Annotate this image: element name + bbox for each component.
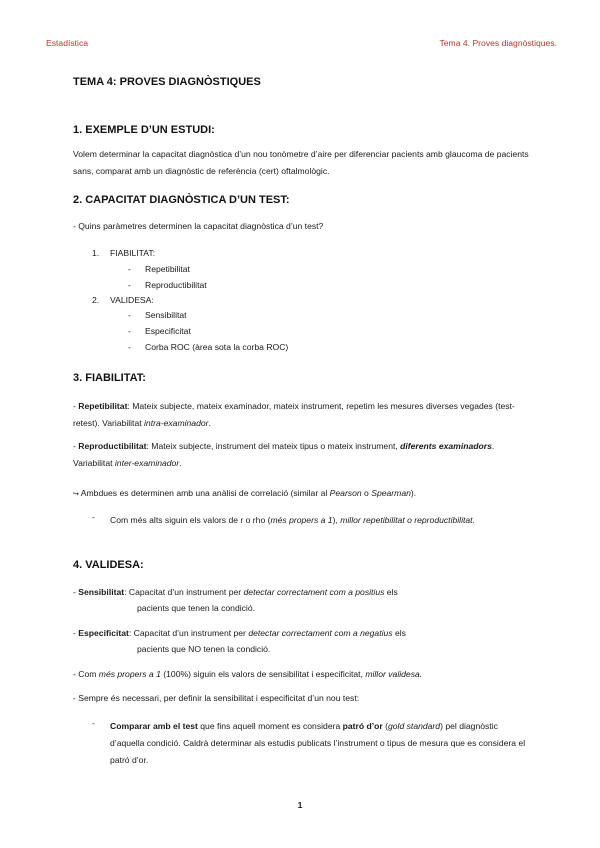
repetibilitat-paragraph: - Repetibilitat: Mateix subjecte, mateix examinador, mateix instrument, repetim les mesures diverses vegades (test-retest). Variabilitat intra-examinador. [73,401,515,428]
list-dash: - [128,264,131,274]
page-title: TEMA 4: PROVES DIAGNÒSTIQUES [73,76,261,88]
section-2-heading: 2. CAPACITAT DIAGNÒSTICA D’UN TEST: [73,194,290,206]
correlation-note: ↪ Ambdues es determinen amb una anàlisi de correlació (similar al Pearson o Spearman). [73,488,417,498]
especificitat-paragraph: - Especificitat: Capacitat d’un instrument per detectar correctament com a negatius els [73,628,406,638]
bullet-dash: - [92,512,95,522]
reproductibilitat-term: Reproductibilitat [78,441,147,451]
repetibilitat-term: Repetibilitat [78,401,128,411]
comparar-term: Comparar amb el test [110,721,198,731]
list-num-2: 2. [92,295,100,305]
list-label-fiabilitat: FIABILITAT: [110,248,156,258]
list-num-1: 1. [92,248,100,258]
bullet-dash: - [92,718,95,728]
sensibilitat-line2: pacients que tenen la condició. [137,603,256,613]
section-1-heading: 1. EXEMPLE D’UN ESTUDI: [73,124,215,136]
sempre-paragraph: - Sempre és necessari, per definir la sensibilitat i especificitat d’un nou test: [73,693,360,703]
list-dash: - [128,280,131,290]
sensibilitat-term: Sensibilitat [78,587,125,597]
reproductibilitat-paragraph: - Reproductibilitat: Mateix subjecte, instrument del mateix tipus o mateix instrument, diferents examinadors. Variabilitat inter-examinador. [73,441,495,468]
section-2-question: - Quins paràmetres determinen la capacitat diagnòstica d’un test? [73,221,324,231]
header-right: Tema 4. Proves diagnòstiques. [439,38,557,48]
list-item-sensibilitat: Sensibilitat [145,310,187,320]
list-dash: - [128,326,131,336]
gold-standard-bullet: Comparar amb el test que fins aquell moment es considera patró d’or (gold standard) pel diagnòstic d’aquella condició. Caldrà determinar als estudis publicats l’instrument o tipus de mesura que es considera el patró d’or. [110,721,526,765]
list-item-reproductibilitat: Reproductibilitat [145,280,207,290]
list-dash: - [128,342,131,352]
especificitat-term: Especificitat [78,628,129,638]
list-label-validesa: VALIDESA: [110,295,154,305]
section-3-heading: 3. FIABILITAT: [73,372,146,384]
list-item-corba-roc: Corba ROC (àrea sota la corba ROC) [145,342,289,352]
list-dash: - [128,310,131,320]
list-item-especificitat: Especificitat [145,326,191,336]
arrow-icon: ↪ [73,491,79,498]
correlation-bullet: Com més alts siguin els valors de r o rho (més propers a 1), millor repetibilitat o reproductibilitat. [110,515,475,525]
sensibilitat-paragraph: - Sensibilitat: Capacitat d’un instrument per detectar correctament com a positius els [73,587,398,597]
page-number: 1 [297,800,303,810]
validesa-note: - Com més propers a 1 (100%) siguin els valors de sensibilitat i especificitat, millor validesa. [73,669,423,679]
list-item-repetibilitat: Repetibilitat [145,264,190,274]
section-4-heading: 4. VALIDESA: [73,559,144,571]
section-1-text: Volem determinar la capacitat diagnòstica d’un nou tonòmetre d’aire per diferenciar pacients amb glaucoma de pacients sans, comparat amb un diagnòstic de referència (cert) oftalmològic. [73,149,529,176]
header-left: Estadística [46,38,89,48]
especificitat-line2: pacients que NO tenen la condició. [137,644,271,654]
